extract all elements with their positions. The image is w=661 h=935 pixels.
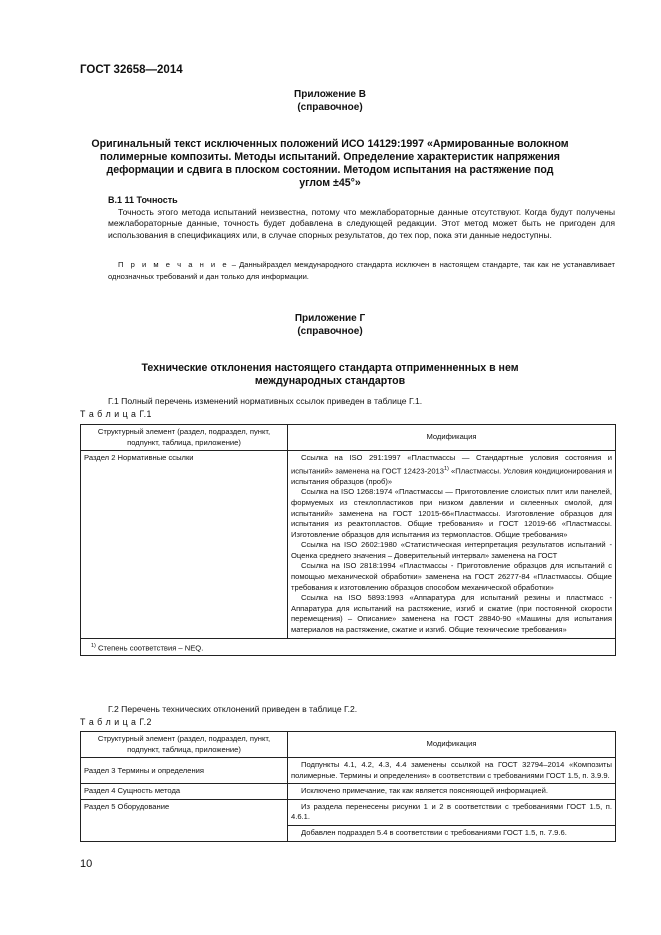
table2-header-modification: Модификация	[288, 732, 616, 758]
table-g2	[80, 731, 616, 842]
note-text: – Данныйраздел международного стандарта исключен в настоящем стандарте, так как не устанавливает однозначных требований и дан только для информации.	[108, 260, 615, 281]
table-row: Раздел 3 Термины и определения Подпункты 4.1, 4.2, 4.3, 4.4 заменены ссылкой на ГОСТ 32794–2014 «Композиты полимерные. Термины и определения» в соответствии с требованиями ГОСТ 1.5, п. 3.9.9.	[81, 758, 616, 784]
appendix-v-title: Приложение В (справочное)	[294, 89, 366, 113]
table-g1	[80, 424, 616, 656]
section-text: Точность этого метода испытаний неизвестна, потому что межлабораторные данные отсутствуют. Когда будут получены межлабораторные данные, точность будет добавлена в следующей редакции. Этот метод может быть не пригоден для использования в спецификациях или, в случае спорных результатов, до тех пор, пока эти данные недоступны.	[108, 207, 615, 240]
table-row: Добавлен подраздел 5.4 в соответствии с требованиями ГОСТ 1.5, п. 7.9.6.	[81, 825, 616, 841]
table1-footnote: Степень соответствия – NEQ.	[95, 643, 204, 653]
appendix-v-heading: Оригинальный текст исключенных положений ИСО 14129:1997 «Армированные волокном полимерные композиты. Методы испытаний. Определение характеристик напряжения деформации и сдвига в плоском состоянии. Методом испытания на растяжение под углом ±45°»	[91, 138, 569, 189]
table1-header-element: Структурный элемент (раздел, подраздел, пункт, подпункт, таблица, приложение)	[81, 425, 288, 451]
table-row: Раздел 4 Сущность метода Исключено примечание, так как является поясняющей информацией.	[81, 784, 616, 800]
appendix-g-heading: Технические отклонения настоящего стандарта отприменненных в нем международных стандартов	[141, 362, 519, 387]
table2-caption: Т а б л и ц а Г.2	[80, 717, 152, 727]
document-code: ГОСТ 32658—2014	[80, 64, 183, 76]
table2-intro: Г.2 Перечень технических отклонений приведен в таблице Г.2.	[108, 704, 358, 714]
appendix-g-title: Приложение Г (справочное)	[294, 313, 366, 337]
note-label: П р и м е ч а н и е	[118, 260, 229, 269]
table-row: Раздел 5 Оборудование Из раздела перенесены рисунки 1 и 2 в соответствии с требованиями ГОСТ 1.5, п. 4.6.1.	[81, 799, 616, 825]
section-title: В.1 11 Точность	[108, 195, 178, 205]
note	[108, 259, 615, 282]
table1-caption: Т а б л и ц а Г.1	[80, 409, 152, 419]
table1-modifications: Ссылка на ISO 291:1997 «Пластмассы — Стандартные условия состояния и испытаний» заменена на ГОСТ 12423-2013$^{1)}$ «Пластмассы. Условия кондиционирования и испытания образцов (проб)» Ссылка на ISO 1268:1974 «Пластмассы — Приготовление слоистых плит или панелей, формуемых из стеклопластиков при низком давлении и склеенных смолой, для испытаний» заменена на ГОСТ 12015-66«Пластмассы. Изготовление образцов для испытания из реактопластов. Общие требования» и ГОСТ 12019-66 «Пластмассы. Изготовление образцов для испытания из термопластов. Общие требования» Ссылка на ISO 2602:1980 «Статистическая интерпретация результатов испытаний - Оценка среднего значения – Доверительный интервал» заменена на ГОСТ Ссылка на ISO 2818:1994 «Пластмассы - Приготовление образцов для испытаний с помощью механической обработки» заменена на ГОСТ 26277-84 «Пластмассы. Общие требования к изготовлению образцов способом механической обработки» Ссылка на ISO 5893:1993 «Аппаратура для испытаний резины и пластмасс - Аппаратура для испытаний на растяжение, изгиб и сжатие (при постоянной скорости перемещения) – Описание» заменена на ГОСТ 28840-90 «Машины для испытания материалов на растяжение, сжатие и изгиб. Общие технические требования»	[288, 451, 616, 639]
table1-footnote-row: $^{1)}$ Степень соответствия – NEQ.	[81, 638, 616, 656]
table1-header-modification: Модификация	[288, 425, 616, 451]
page-number: 10	[80, 858, 93, 870]
table-row	[81, 451, 616, 639]
table2-header-element: Структурный элемент (раздел, подраздел, пункт, подпункт, таблица, приложение)	[81, 732, 288, 758]
table1-row-label: Раздел 2 Нормативные ссылки	[81, 451, 288, 639]
table1-intro: Г.1 Полный перечень изменений нормативных ссылок приведен в таблице Г.1.	[108, 396, 423, 406]
